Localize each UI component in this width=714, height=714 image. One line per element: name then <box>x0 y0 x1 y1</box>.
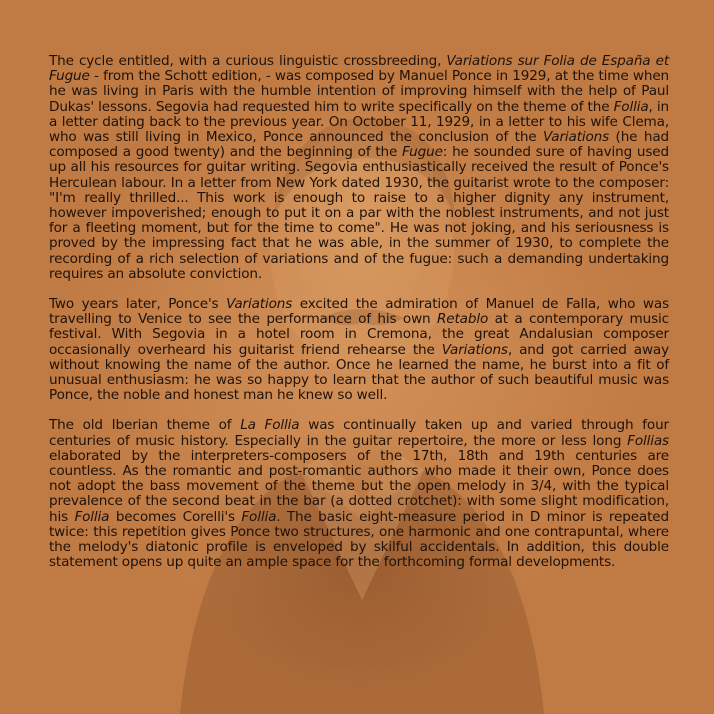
italic-text-segment: Variations <box>441 341 508 358</box>
paragraph-1 <box>49 54 669 282</box>
italic-text-segment: Variations <box>543 129 610 146</box>
text-segment: , in a letter dating back to the previous year. On October 11, 1929, in a letter to his wife Clema, who was still living in Mexico, Ponce announced the conclusion of the <box>49 98 670 146</box>
italic-text-segment: Variations <box>226 296 293 313</box>
italic-text-segment: Follia <box>613 98 649 115</box>
text-segment: was continually taken up and varied through four centuries of music history. Especially in the guitar repertoire, the more or less long <box>49 417 669 449</box>
text-segment: elaborated by the interpreters-composers of the 17th, 18th and 19th centuries are countless. As the romantic and post-romantic authors who made it their own, Ponce does not adopt the bass movement of the theme but the open melody in 3/4, with the typical prevalence of the second beat in the bar (a dotted crotchet): with some slight modification, his <box>49 447 669 525</box>
italic-text-segment: Follia <box>241 508 277 525</box>
paragraph-2 <box>49 297 669 403</box>
text-segment: excited the admiration of Manuel de Falla, who was travelling to Venice to see the performance of his own <box>49 296 670 328</box>
text-segment: at a contemporary music festival. With Segovia in a hotel room in Cremona, the great Andalusian composer occasionally overheard his guitarist friend rehearse the <box>49 311 669 358</box>
article-text <box>49 54 669 586</box>
text-segment: becomes Corelli's <box>109 508 242 525</box>
text-segment: , and got carried away without knowing the name of the author. Once he learned the name, he burst into a fit of unusual enthusiasm: he was so happy to learn that the author of such beautiful music was Ponce, the noble and honest man he knew so well. <box>49 341 670 404</box>
text-segment: Two years later, Ponce's <box>49 296 227 313</box>
text-segment: The cycle entitled, with a curious linguistic crossbreeding, <box>49 53 447 69</box>
italic-text-segment: Fugue <box>402 144 443 161</box>
text-segment: The old Iberian theme of <box>49 417 241 434</box>
text-segment: (he had composed a good twenty) and the beginning of the <box>49 129 669 161</box>
italic-text-segment: Variations sur Folia de España et Fugue <box>49 53 669 85</box>
italic-text-segment: La Follia <box>240 417 300 434</box>
italic-text-segment: Retablo <box>436 311 489 328</box>
paragraph-3 <box>49 418 669 570</box>
text-segment: - from the Schott edition, - was composed by Manuel Ponce in 1929, at the time when he was living in Paris with the humble intention of improving himself with the help of Paul Dukas' lessons. Segovia had requested him to write specifically on the theme of the <box>49 68 669 115</box>
italic-text-segment: Follias <box>627 432 669 449</box>
text-segment: . The basic eight-measure period in D minor is repeated twice: this repetition gives Ponce two structures, one harmonic and one contrapuntal, where the melody's diatonic profile is enveloped by skilful accidentals. In addition, this double statement opens up quite an ample space for the forthcoming formal developments. <box>49 508 669 571</box>
text-segment: : he sounded sure of having used up all his resources for guitar writing. Segovia enthusiastically received the result of Ponce's Herculean labour. In a letter from New York dated 1930, the guitarist wrote to the composer: "I'm really thrilled... This work is enough to raise to a higher dignity any instrument, however impoverished; enough to put it on a par with the noblest instruments, and not just for a fleeting moment, but for the time to come". He was not joking, and his seriousness is proved by the impressing fact that he was able, in the summer of 1930, to complete the recording of a rich selection of variations and of the fugue: such a demanding undertaking requires an absolute conviction. <box>49 144 670 282</box>
italic-text-segment: Follia <box>74 508 110 525</box>
